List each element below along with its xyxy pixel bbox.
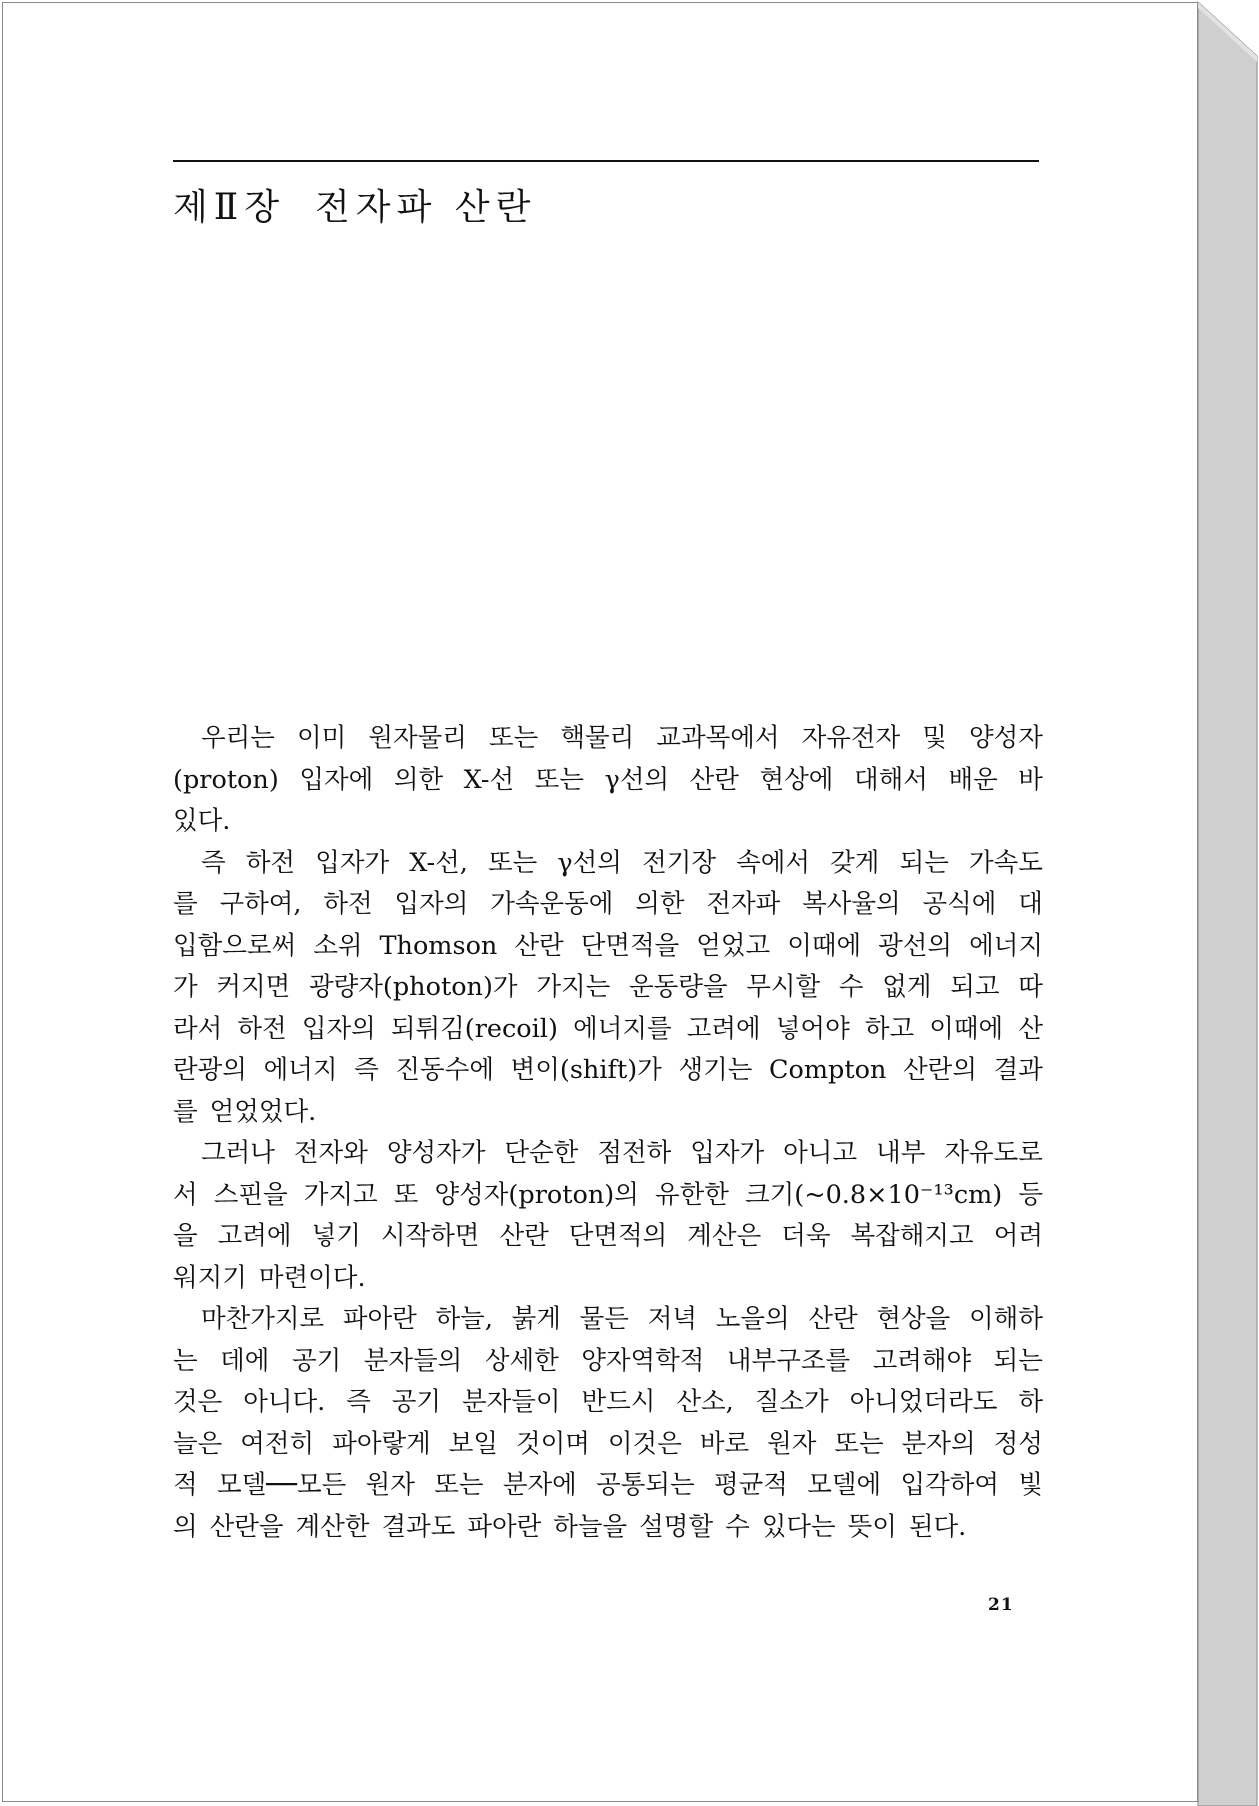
text-line: 는 데에 공기 분자들의 상세한 양자역학적 내부구조를 고려해야 되는: [173, 1345, 1043, 1376]
text-line: 라서 하전 입자의 되튀김(recoil) 에너지를 고려에 넣어야 하고 이때에 산: [173, 1013, 1043, 1044]
text-line: 가 커지면 광량자(photon)가 가지는 운동량을 무시할 수 없게 되고 따: [173, 972, 1043, 1002]
book-page: [2, 2, 1198, 1802]
paragraph: [173, 1133, 1043, 1299]
text-line: 워지기 마련이다.: [173, 1262, 366, 1293]
paragraph: [173, 1299, 1043, 1548]
text-line: 있다.: [173, 806, 231, 836]
body-text: [173, 718, 1043, 1548]
text-line: 의 산란을 계산한 결과도 파아란 하늘을 설명할 수 있다는 뜻이 된다.: [173, 1511, 967, 1542]
text-line: 그러나 전자와 양성자가 단순한 점전하 입자가 아니고 내부 자유도로: [201, 1138, 1043, 1168]
text-line: (proton) 입자에 의한 X-선 또는 γ선의 산란 현상에 대해서 배운 바: [173, 764, 1043, 795]
text-line: 적 모델──모든 원자 또는 분자에 공통되는 평균적 모델에 입각하여 빛: [173, 1470, 1043, 1500]
text-line: 입함으로써 소위 Thomson 산란 단면적을 얻었고 이때에 광선의 에너지: [173, 930, 1043, 961]
chapter-numeral: Ⅱ: [213, 187, 245, 228]
chapter-suffix: 장: [244, 187, 286, 228]
page-number: 21: [988, 1595, 1014, 1615]
chapter-prefix: 제: [173, 187, 214, 228]
chapter-rule: [173, 160, 1039, 162]
text-line: 마찬가지로 파아란 하늘, 붉게 물든 저녁 노을의 산란 현상을 이해하: [201, 1304, 1043, 1334]
text-line: 즉 하전 입자가 X-선, 또는 γ선의 전기장 속에서 갖게 되는 가속도: [201, 847, 1043, 878]
paragraph: [173, 843, 1043, 1134]
text-line: 를 얻었었다.: [173, 1096, 317, 1127]
text-line: 서 스핀을 가지고 또 양성자(proton)의 유한한 크기(~0.8×10⁻¹³cm) 등: [173, 1179, 1043, 1210]
text-line: 을 고려에 넣기 시작하면 산란 단면적의 계산은 더욱 복잡해지고 어려: [173, 1221, 1043, 1251]
chapter-title: [173, 179, 536, 230]
text-line: 우리는 이미 원자물리 또는 핵물리 교과목에서 자유전자 및 양성자: [201, 723, 1043, 753]
text-line: 늘은 여전히 파아랗게 보일 것이며 이것은 바로 원자 또는 분자의 정성: [173, 1428, 1043, 1459]
chapter-name: 전자파 산란: [315, 187, 537, 228]
text-line: 것은 아니다. 즉 공기 분자들이 반드시 산소, 질소가 아니었더라도 하: [173, 1387, 1043, 1417]
text-line: 를 구하여, 하전 입자의 가속운동에 의한 전자파 복사율의 공식에 대: [173, 889, 1043, 919]
text-line: 란광의 에너지 즉 진동수에 변이(shift)가 생기는 Compton 산란의 결과: [173, 1055, 1043, 1085]
paragraph: [173, 718, 1043, 843]
